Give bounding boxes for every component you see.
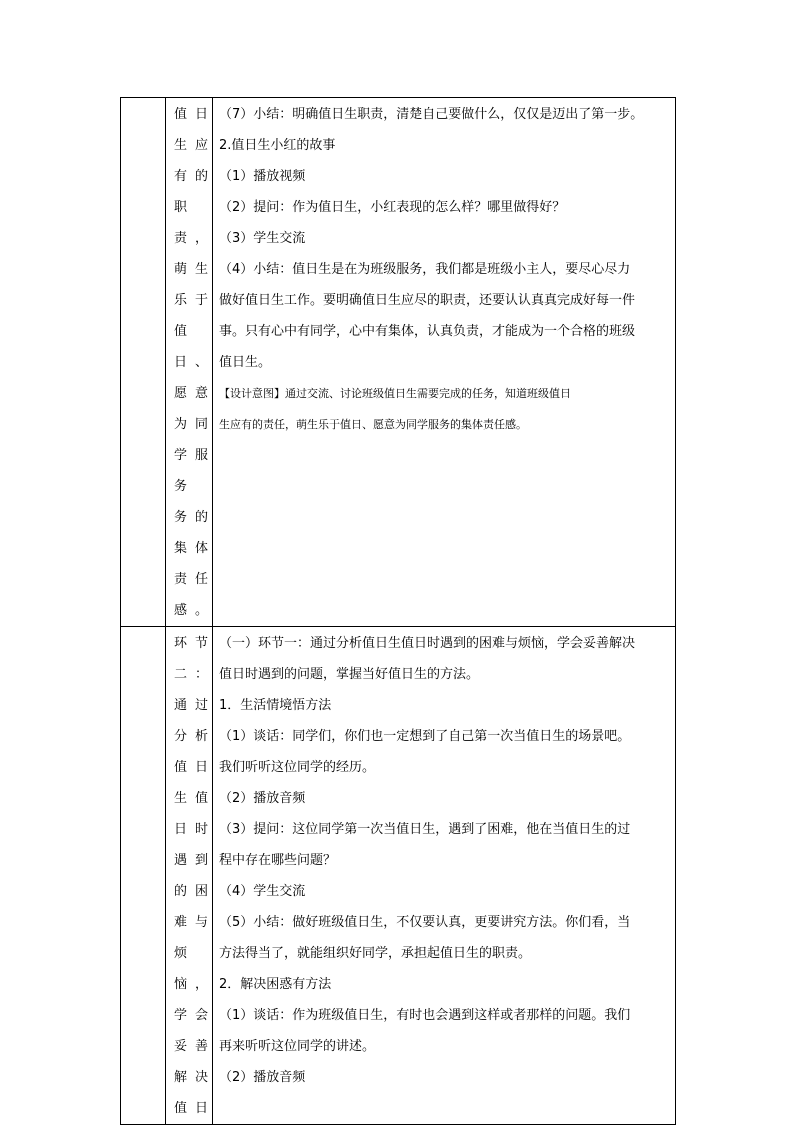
goal-line: 生应	[174, 138, 208, 153]
goal-line: 解决	[174, 1070, 208, 1085]
goal-line: 责任	[174, 572, 208, 587]
content-line: 方法得当了，就能组织好同学，承担起值日生的职责。	[219, 946, 532, 961]
content-text	[213, 627, 675, 1093]
content-line: 再来听听这位同学的讲述。	[219, 1039, 376, 1054]
content-line: （7）小结：明确值日生职责，清楚自己要做什么，仅仅是迈出了第一步。	[219, 107, 644, 122]
goal-line: 难与	[174, 915, 208, 930]
goal-line: 务的	[174, 510, 208, 525]
content-line: （1）播放视频	[219, 169, 306, 184]
goal-text	[166, 627, 212, 1124]
design-intent-line: 生应有的责任，萌生乐于值日、愿意为同学服务的集体责任感。	[219, 418, 527, 431]
content-line: （4）小结：值日生是在为班级服务，我们都是班级小主人，要尽心尽力	[219, 262, 631, 277]
goal-cell	[166, 627, 213, 1125]
content-line: （3）提问：这位同学第一次当值日生，遇到了困难，他在当值日生的过	[219, 822, 631, 837]
blank-cell	[121, 98, 166, 627]
goal-line: 生值	[174, 791, 208, 806]
goal-line: 通过	[174, 698, 208, 713]
content-text	[213, 98, 675, 440]
lesson-plan-table	[120, 97, 676, 1125]
goal-line: 烦恼，	[174, 946, 208, 992]
content-line: （4）学生交流	[219, 884, 306, 899]
goal-line: 值日	[174, 1101, 208, 1116]
content-line: （2）播放音频	[219, 791, 306, 806]
content-line: 1．生活情境悟方法	[219, 698, 332, 713]
content-line: （5）小结：做好班级值日生，不仅要认真，更要讲究方法。你们看，当	[219, 915, 631, 930]
table-row	[121, 98, 676, 627]
blank-cell	[121, 627, 166, 1125]
goal-line: 值日	[174, 107, 208, 122]
goal-line: 的困	[174, 884, 208, 899]
goal-line: 愿意	[174, 386, 208, 401]
design-intent-line: 【设计意图】通过交流、讨论班级值日生需要完成的任务，知道班级值日	[219, 387, 571, 400]
content-line: 2.值日生小红的故事	[219, 138, 336, 153]
goal-line: 乐于	[174, 293, 208, 308]
content-line: （2）播放音频	[219, 1070, 306, 1085]
content-line: 做好值日生工作。要明确值日生应尽的职责，还要认认真真完成好每一件	[219, 293, 636, 308]
goal-line: 环节	[174, 636, 208, 651]
table-row	[121, 627, 676, 1125]
content-line: 事。只有心中有同学，心中有集体，认真负责，才能成为一个合格的班级	[219, 324, 636, 339]
content-line: 程中存在哪些问题？	[219, 853, 337, 868]
content-line: （1）谈话：作为班级值日生，有时也会遇到这样或者那样的问题。我们	[219, 1008, 631, 1023]
goal-line: 日时	[174, 822, 208, 837]
goal-line: 值日	[174, 760, 208, 775]
goal-text	[166, 98, 212, 626]
goal-line: 遇到	[174, 853, 208, 868]
goal-line: 值日、	[174, 324, 208, 370]
goal-line: 萌生	[174, 262, 208, 277]
goal-line: 感。	[174, 603, 208, 618]
goal-line: 职责，	[174, 200, 208, 246]
content-line: （1）谈话：同学们，你们也一定想到了自己第一次当值日生的场景吧。	[219, 729, 631, 744]
content-line: 值日时遇到的问题，掌握当好值日生的方法。	[219, 667, 480, 682]
goal-line: 为同	[174, 417, 208, 432]
goal-line: 分析	[174, 729, 208, 744]
goal-line: 有的	[174, 169, 208, 184]
goal-line: 妥善	[174, 1039, 208, 1054]
content-line: 我们听听这位同学的经历。	[219, 760, 376, 775]
goal-line: 集体	[174, 541, 208, 556]
content-cell	[213, 627, 676, 1125]
goal-line: 学服务	[174, 448, 208, 494]
goal-line: 学会	[174, 1008, 208, 1023]
goal-line: 二：	[174, 667, 208, 682]
content-line: 值日生。	[219, 355, 272, 370]
content-cell	[213, 98, 676, 627]
content-line: （3）学生交流	[219, 231, 306, 246]
content-line: （一）环节一：通过分析值日生值日时遇到的困难与烦恼，学会妥善解决	[219, 636, 636, 651]
goal-cell	[166, 98, 213, 627]
content-line: （2）提问：作为值日生，小红表现的怎么样？哪里做得好？	[219, 200, 566, 215]
content-line: 2．解决困惑有方法	[219, 977, 332, 992]
